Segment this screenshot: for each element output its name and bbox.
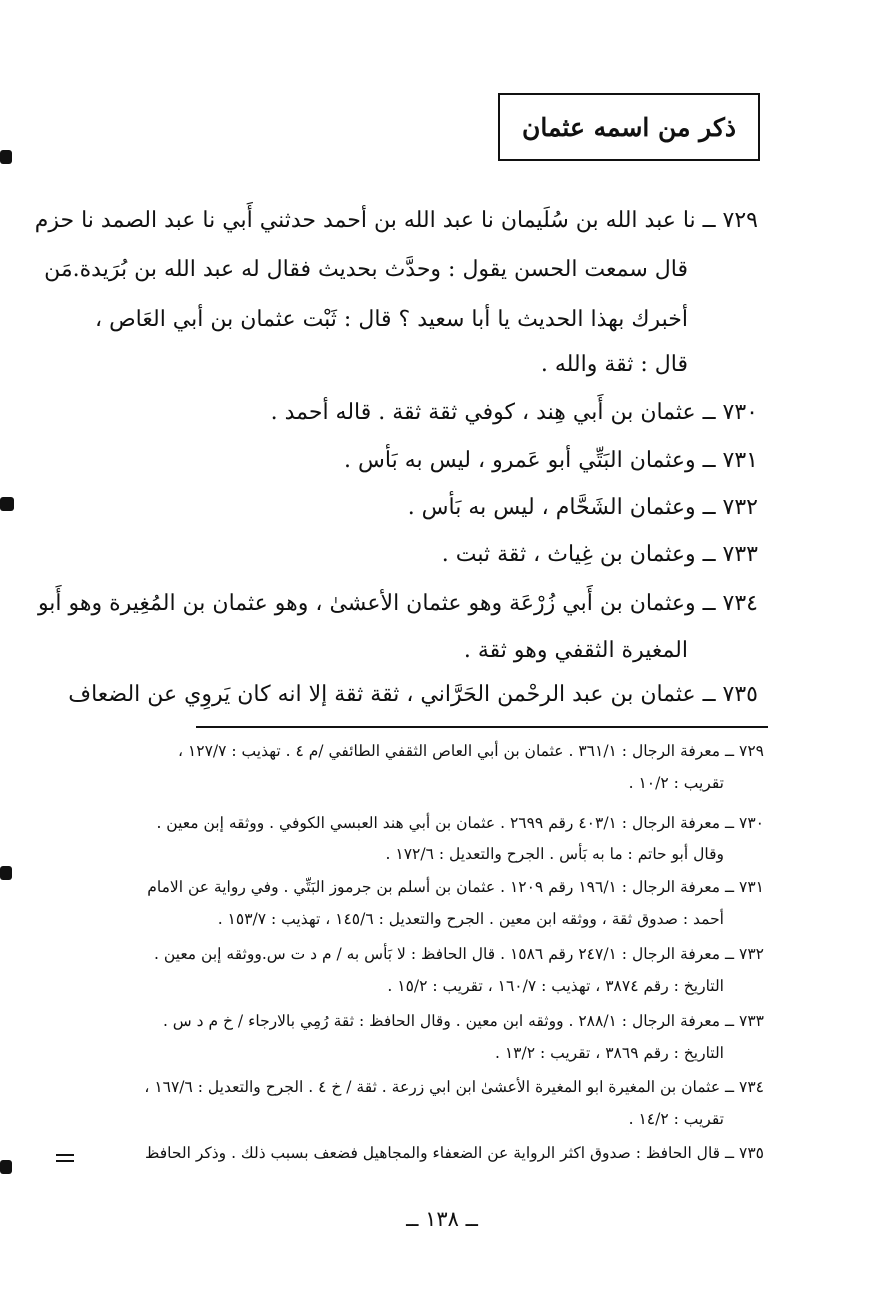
footnote-734-line-1: ٧٣٤ ــ عثمان بن المغيرة ابو المغيرة الأعشىٰ ابن ابي زرعة . ثقة / خ ٤ . الجرح والتعديل : ١٦٧/٦ ، — [144, 1078, 764, 1096]
scan-edge-mark — [0, 497, 14, 511]
page-number: ــ ١٣٨ ــ — [406, 1207, 478, 1231]
scan-edge-mark — [0, 866, 12, 880]
footnote-731-line-1: ٧٣١ ــ معرفة الرجال : ١٩٦/١ رقم ١٢٠٩ . عثمان بن أسلم بن جرموز البَتِّي . وفي رواية عن الامام — [147, 878, 764, 896]
footnote-735-line-1: ٧٣٥ ــ قال الحافظ : صدوق اكثر الرواية عن الضعفاء والمجاهيل فضعف بسبب ذلك . وذكر الحافظ — [145, 1144, 764, 1162]
footnote-729-line-2: تقريب : ١٠/٢ . — [628, 774, 724, 792]
footnote-734-line-2: تقريب : ١٤/٢ . — [628, 1110, 724, 1128]
entry-732: ٧٣٢ ــ وعثمان الشَحَّام ، ليس به بَأس . — [407, 495, 758, 520]
entry-735: ٧٣٥ ــ عثمان بن عبد الرحْمن الحَرَّاني ، ثقة ثقة إلا انه كان يَروِي عن الضعاف — [68, 682, 758, 707]
scan-edge-mark — [0, 150, 12, 164]
entry-729-line-4: قال : ثقة والله . — [540, 352, 688, 377]
scan-edge-mark — [0, 1160, 12, 1174]
continuation-mark — [56, 1154, 74, 1166]
entry-734-line-2: المغيرة الثقفي وهو ثقة . — [463, 638, 688, 663]
footnote-733-line-2: التاريخ : رقم ٣٨٦٩ ، تقريب : ١٣/٢ . — [494, 1044, 724, 1062]
entry-730: ٧٣٠ ــ عثمان بن أَبي هِند ، كوفي ثقة ثقة . قاله أحمد . — [270, 400, 758, 425]
section-title-box — [498, 93, 760, 161]
footnote-separator — [196, 726, 768, 728]
footnote-732-line-2: التاريخ : رقم ٣٨٧٤ ، تهذيب : ١٦٠/٧ ، تقريب : ١٥/٢ . — [387, 977, 724, 995]
section-title: ذكر من اسمه عثمان — [522, 112, 737, 142]
entry-731: ٧٣١ ــ وعثمان البَتِّي أبو عَمرو ، ليس به بَأس . — [344, 448, 758, 473]
footnote-730-line-1: ٧٣٠ ــ معرفة الرجال : ٤٠٣/١ رقم ٢٦٩٩ . عثمان بن أبي هند العبسي الكوفي . ووثقه إبن معين . — [156, 814, 764, 832]
footnote-729-line-1: ٧٢٩ ــ معرفة الرجال : ٣٦١/١ . عثمان بن أبي العاص الثقفي الطائفي /م ٤ . تهذيب : ١٢٧/٧ ، — [177, 742, 764, 760]
entry-729-line-3: أخبرك بهذا الحديث يا أبا سعيد ؟ قال : ثَبْت عثمان بن أبي العَاص ، — [94, 307, 688, 332]
footnote-731-line-2: أحمد : صدوق ثقة ، ووثقه ابن معين . الجرح والتعديل : ١٤٥/٦ ، تهذيب : ١٥٣/٧ . — [217, 910, 724, 928]
footnote-730-line-2: وقال أبو حاتم : ما به بَأس . الجرح والتعديل : ١٧٢/٦ . — [385, 845, 724, 863]
footnote-732-line-1: ٧٣٢ ــ معرفة الرجال : ٢٤٧/١ رقم ١٥٨٦ . قال الحافظ : لا بَأس به / م د ت س.ووثقه إبن معين . — [154, 945, 764, 963]
entry-734-line-1: ٧٣٤ ــ وعثمان بن أَبي زُرْعَة وهو عثمان الأعشىٰ ، وهو عثمان بن المُغِيرة وهو أَبو — [37, 591, 758, 616]
entry-733: ٧٣٣ ــ وعثمان بن غِياث ، ثقة ثبت . — [441, 542, 758, 567]
entry-729-line-2: قال سمعت الحسن يقول : وحدَّث بحديث فقال له عبد الله بن بُرَيدة.مَن — [44, 257, 688, 282]
footnote-733-line-1: ٧٣٣ ــ معرفة الرجال : ٢٨٨/١ . ووثقه ابن معين . وقال الحافظ : ثقة رُمِي بالارجاء / خ م د س . — [162, 1012, 764, 1030]
entry-729-line-1: ٧٢٩ ــ نا عبد الله بن سُلَيمان نا عبد الله بن أحمد حدثني أَبي نا عبد الصمد نا حزم — [34, 208, 758, 233]
